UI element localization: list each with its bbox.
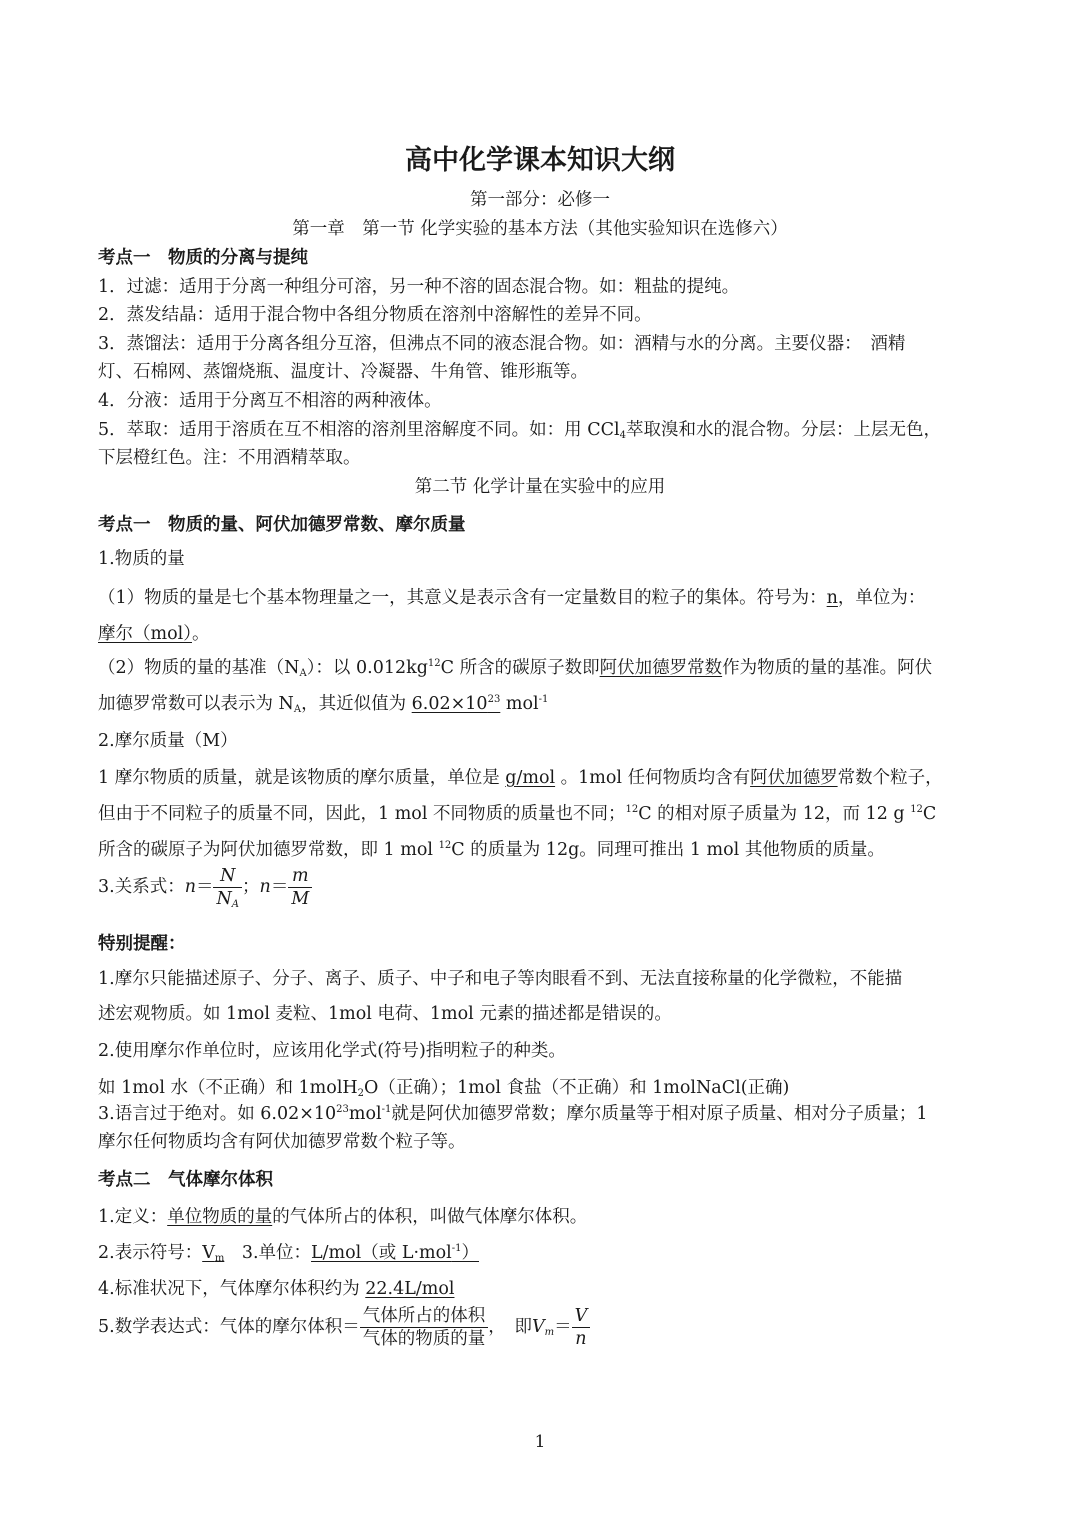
- chapter-section-heading: 第一章 第一节 化学实验的基本方法（其他实验知识在选修六）: [292, 219, 788, 239]
- amount-standard: （2）物质的量的基准$(N_A)$：以 $0.012kg^{12}C$ 所含的碳原子数即阿伏加德罗常数作为物质的量的基准。阿伏: [98, 658, 933, 679]
- amount-definition: （1）物质的量是七个基本物理量之一，其意义是表示含有一定量数目的粒子的集体。符号为：n，单位为：: [98, 588, 926, 608]
- kaodian-3-heading: 考点二 气体摩尔体积: [98, 1170, 273, 1190]
- separation-item-2: 2．蒸发结晶：适用于混合物中各组分物质在溶剂中溶解性的差异不同。: [98, 305, 652, 325]
- fraction-volume-over-amount: $\frac{\text{气体所占的体积}}{\text{气体的物质的量}}$: [360, 1305, 489, 1350]
- part-heading: 第一部分：必修一: [470, 190, 610, 210]
- tip-3: 3.语言过于绝对。如 $6.02\times 10^{23}mol^{-1}$就是阿伏加德罗常数；摩尔质量等于相对原子质量、相对分子质量；1: [98, 1104, 928, 1124]
- separation-item-5-cont: 下层橙红色。注：不用酒精萃取。: [98, 448, 361, 468]
- avogadro-value: 加德罗常数可以表示为 $N_A$，其近似值为 $6.02\times 10^{23}$ mol$^{-1}$: [98, 694, 549, 715]
- kaodian-2-heading: 考点一 物质的量、阿伏加德罗常数、摩尔质量: [98, 515, 466, 535]
- fraction-m-over-M: $\frac{m}{M}$: [288, 865, 312, 910]
- molar-mass-line-2: 但由于不同粒子的质量不同，因此，1 mol 不同物质的质量也不同；$^{12}$C 的相对原子质量为 12，而 12 g $^{12}$C: [98, 804, 937, 824]
- gas-formula: 5.数学表达式：气体的摩尔体积＝ $\frac{\text{气体所占的体积}}{\text{气体的物质的量}}$ ， 即$V_m=$ $\frac{V}{n}$: [98, 1305, 590, 1350]
- separation-item-4: 4．分液：适用于分离互不相溶的两种液体。: [98, 391, 442, 411]
- page-number: 1: [534, 1432, 546, 1452]
- fraction-V-over-n: $\frac{V}{n}$: [572, 1305, 591, 1350]
- separation-item-5: 5．萃取：适用于溶质在互不相溶的溶剂里溶解度不同。如：用 CCl$_4$萃取溴和水的混合物。分层：上层无色，: [98, 420, 941, 441]
- fraction-N-over-NA: $\frac{N}{N_A}$: [213, 865, 242, 910]
- tip-1-cont: 述宏观物质。如 1mol 麦粒、1mol 电荷、1mol 元素的描述都是错误的。: [98, 1004, 672, 1024]
- separation-item-3-cont: 灯、石棉网、蒸馏烧瓶、温度计、冷凝器、牛角管、锥形瓶等。: [98, 362, 588, 382]
- molar-mass-heading: 2.摩尔质量（M）: [98, 731, 238, 751]
- amount-unit: 摩尔（mol）。: [98, 624, 210, 644]
- separation-item-3: 3．蒸馏法：适用于分离各组分互溶，但沸点不同的液态混合物。如：酒精与水的分离。主要仪器： 酒精: [98, 334, 906, 354]
- gas-standard-volume: 4.标准状况下，气体摩尔体积约为 22.4L/mol: [98, 1279, 455, 1299]
- gas-definition: 1.定义：单位物质的量的气体所占的体积，叫做气体摩尔体积。: [98, 1207, 588, 1227]
- section-2-heading: 第二节 化学计量在实验中的应用: [414, 477, 666, 497]
- tip-2-example: 如 1mol 水（不正确）和 1molH$_2$O（正确）；1mol 食盐（不正确）和 1molNaCl(正确): [98, 1078, 790, 1099]
- tip-3-cont: 摩尔任何物质均含有阿伏加德罗常数个粒子等。: [98, 1132, 466, 1152]
- amount-heading: 1.物质的量: [98, 549, 185, 569]
- gas-symbol-unit: 2.表示符号：$V_m$ 3.单位：L/mol（或 L·mol$^{-1}$）: [98, 1243, 479, 1264]
- document-title: 高中化学课本知识大纲: [405, 145, 675, 176]
- kaodian-1-heading: 考点一 物质的分离与提纯: [98, 248, 308, 268]
- relation-formula: 3.关系式：n＝ $\frac{N}{N_A}$ ；n＝ $\frac{m}{M}$: [98, 865, 312, 910]
- molar-mass-line-3: 所含的碳原子为阿伏加德罗常数，即 1 mol $^{12}$C 的质量为 12g。同理可推出 1 mol 其他物质的质量。: [98, 840, 885, 860]
- separation-item-1: 1．过滤：适用于分离一种组分可溶，另一种不溶的固态混合物。如：粗盐的提纯。: [98, 277, 740, 297]
- tip-2: 2.使用摩尔作单位时，应该用化学式(符号)指明粒子的种类。: [98, 1041, 566, 1061]
- tips-heading: 特别提醒：: [98, 934, 186, 954]
- molar-mass-line-1: 1 摩尔物质的质量，就是该物质的摩尔质量，单位是 g/mol 。1mol 任何物质均含有阿伏加德罗常数个粒子，: [98, 768, 943, 788]
- tip-1: 1.摩尔只能描述原子、分子、离子、质子、中子和电子等肉眼看不到、无法直接称量的化学微粒，不能描: [98, 969, 903, 989]
